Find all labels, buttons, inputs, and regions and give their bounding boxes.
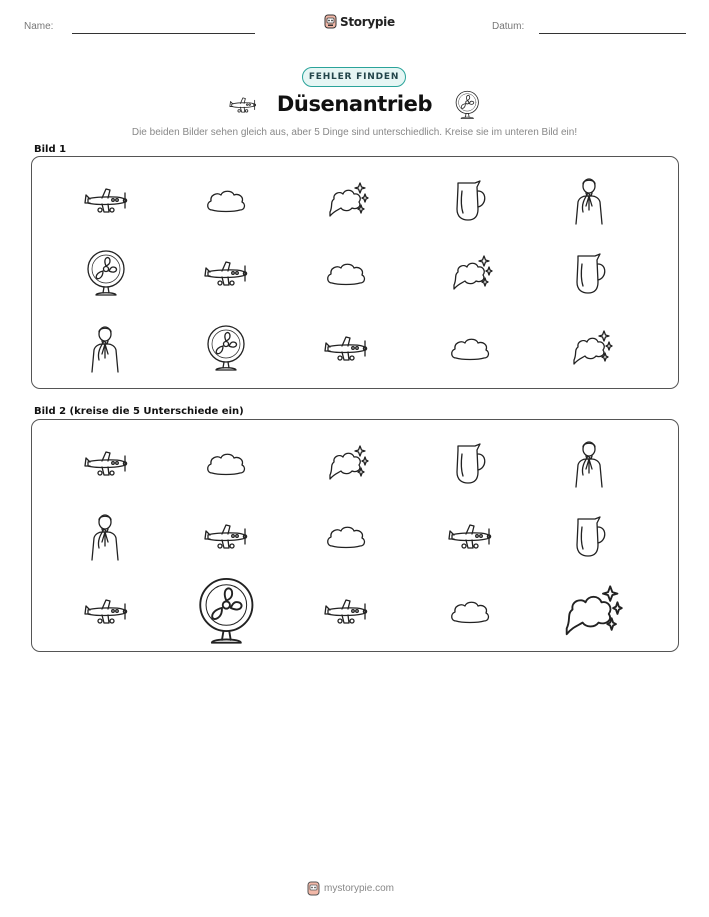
jug-icon[interactable] <box>550 507 630 567</box>
fan-icon <box>66 244 146 304</box>
cloud-icon <box>430 319 510 379</box>
jug-icon[interactable] <box>430 434 510 494</box>
cloud-icon <box>306 244 386 304</box>
picture1-label: Bild 1 <box>34 144 67 155</box>
page-title: Düsenantrieb <box>276 92 433 116</box>
airplane-icon[interactable] <box>306 582 386 642</box>
puff-icon <box>306 171 386 231</box>
storypie-mascot-icon <box>324 14 337 29</box>
airplane-icon <box>66 171 146 231</box>
cloud-icon[interactable] <box>186 434 266 494</box>
cloud-icon <box>186 171 266 231</box>
picture1-panel <box>31 156 679 389</box>
jug-icon <box>550 244 630 304</box>
man-icon <box>66 319 146 379</box>
airplane-icon[interactable] <box>66 434 146 494</box>
fan-icon <box>186 319 266 379</box>
airplane-icon[interactable] <box>186 507 266 567</box>
brand-logo <box>324 14 395 29</box>
airplane-icon <box>186 244 266 304</box>
date-label: Datum: <box>492 21 525 32</box>
fan-icon <box>453 90 482 126</box>
puff-icon[interactable] <box>542 576 638 648</box>
fan-icon[interactable] <box>178 576 274 648</box>
name-line[interactable] <box>72 33 255 34</box>
airplane-icon[interactable] <box>430 507 510 567</box>
storypie-mascot-icon <box>307 881 320 896</box>
picture2-panel[interactable] <box>31 419 679 652</box>
man-icon <box>550 171 630 231</box>
cloud-icon[interactable] <box>430 582 510 642</box>
airplane-icon <box>228 96 258 120</box>
footer <box>307 881 394 896</box>
puff-icon <box>430 244 510 304</box>
man-icon[interactable] <box>66 507 146 567</box>
man-icon[interactable] <box>550 434 630 494</box>
cloud-icon[interactable] <box>306 507 386 567</box>
name-label: Name: <box>24 21 54 32</box>
instructions: Die beiden Bilder sehen gleich aus, aber 5 Dinge sind unterschiedlich. Kreise sie im unteren Bild ein! <box>131 127 578 138</box>
puff-icon <box>550 319 630 379</box>
footer-url: mystorypie.com <box>324 883 395 894</box>
activity-badge: FEHLER FINDEN <box>302 67 406 87</box>
puff-icon[interactable] <box>306 434 386 494</box>
airplane-icon[interactable] <box>66 582 146 642</box>
brand-name: Storypie <box>340 14 395 29</box>
jug-icon <box>430 171 510 231</box>
airplane-icon <box>306 319 386 379</box>
date-line[interactable] <box>539 33 686 34</box>
picture2-label: Bild 2 (kreise die 5 Unterschiede ein) <box>34 406 244 417</box>
